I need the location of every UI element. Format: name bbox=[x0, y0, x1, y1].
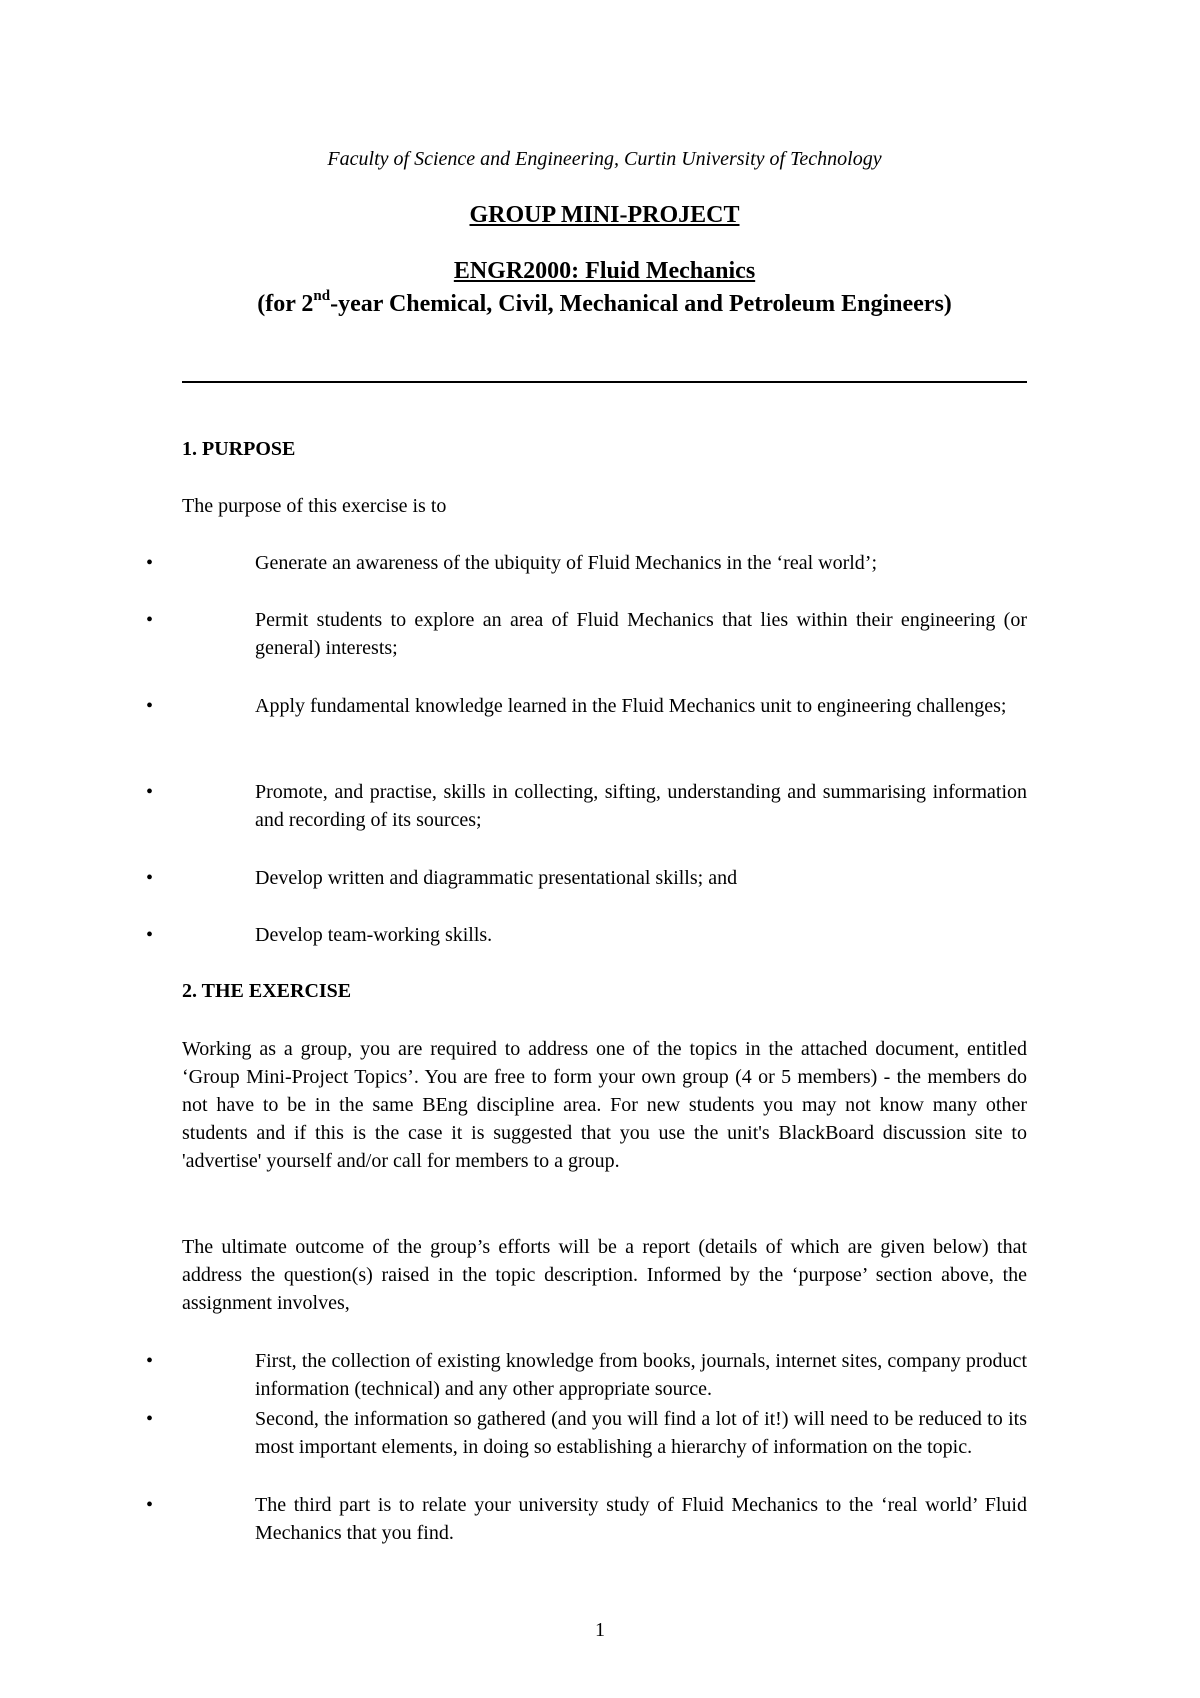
audience-prefix: (for 2 bbox=[257, 291, 314, 317]
bullet-icon: • bbox=[146, 781, 154, 803]
bullet-icon: • bbox=[146, 609, 154, 631]
section-heading-exercise: 2. THE EXERCISE bbox=[182, 980, 352, 1002]
purpose-intro: The purpose of this exercise is to bbox=[182, 495, 447, 517]
page-number: 1 bbox=[595, 1619, 605, 1641]
list-item-text: Promote, and practise, skills in collecting, sifting, understanding and summarising information and recording of its sources; bbox=[255, 781, 1027, 831]
bullet-icon: • bbox=[146, 867, 154, 889]
faculty-line: Faculty of Science and Engineering, Curtin University of Technology bbox=[327, 148, 882, 170]
bullet-icon: • bbox=[146, 924, 154, 946]
list-item-text: Develop written and diagrammatic presentational skills; and bbox=[255, 867, 738, 889]
document-title: GROUP MINI-PROJECT bbox=[469, 202, 740, 228]
bullet-icon: • bbox=[146, 552, 154, 574]
list-item-text: The third part is to relate your university study of Fluid Mechanics to the ‘real world’ Fluid Mechanics that you find. bbox=[255, 1494, 1027, 1544]
horizontal-rule bbox=[182, 381, 1027, 383]
bullet-icon: • bbox=[146, 1408, 154, 1430]
audience-line bbox=[182, 289, 1027, 319]
list-item-text: Second, the information so gathered (and you will find a lot of it!) will need to be reduced to its most important elements, in doing so establishing a hierarchy of information on the topic. bbox=[255, 1408, 1027, 1458]
list-item-text: First, the collection of existing knowledge from books, journals, internet sites, company product information (technical) and any other appropriate source. bbox=[255, 1350, 1027, 1400]
list-item bbox=[146, 778, 1027, 834]
list-item-text: Generate an awareness of the ubiquity of Fluid Mechanics in the ‘real world’; bbox=[255, 552, 878, 574]
list-item-text: Develop team-working skills. bbox=[255, 924, 493, 946]
list-item-text: Apply fundamental knowledge learned in the Fluid Mechanics unit to engineering challenges; bbox=[255, 695, 1007, 717]
list-item bbox=[146, 1347, 1027, 1403]
section-heading-purpose: 1. PURPOSE bbox=[182, 438, 296, 460]
list-item bbox=[146, 864, 1027, 892]
bullet-icon: • bbox=[146, 695, 154, 717]
list-item bbox=[146, 606, 1027, 662]
exercise-paragraph-1: Working as a group, you are required to address one of the topics in the attached document, entitled ‘Group Mini-Project Topics’. You are free to form your own group (4 or 5 members) - the members do not have to be in the same BEng discipline area. For new students you may not know many other students and if this is the case it is suggested that you use the unit's BlackBoard discussion site to 'advertise' yourself and/or call for members to a group. bbox=[182, 1038, 1027, 1172]
bullet-icon: • bbox=[146, 1494, 154, 1516]
unit-title: ENGR2000: Fluid Mechanics bbox=[453, 258, 756, 284]
list-item bbox=[146, 549, 1027, 577]
bullet-icon: • bbox=[146, 1350, 154, 1372]
exercise-paragraph-2: The ultimate outcome of the group’s efforts will be a report (details of which are given below) that address the question(s) raised in the topic description. Informed by the ‘purpose’ section above, the assignment involves, bbox=[182, 1236, 1027, 1314]
list-item bbox=[146, 1405, 1027, 1461]
list-item bbox=[146, 692, 1027, 720]
list-item-text: Permit students to explore an area of Fluid Mechanics that lies within their engineering (or general) interests; bbox=[255, 609, 1027, 659]
list-item bbox=[146, 1491, 1027, 1547]
audience-superscript: nd bbox=[313, 288, 331, 304]
audience-suffix: -year Chemical, Civil, Mechanical and Petroleum Engineers) bbox=[330, 291, 952, 317]
list-item bbox=[146, 921, 1027, 949]
